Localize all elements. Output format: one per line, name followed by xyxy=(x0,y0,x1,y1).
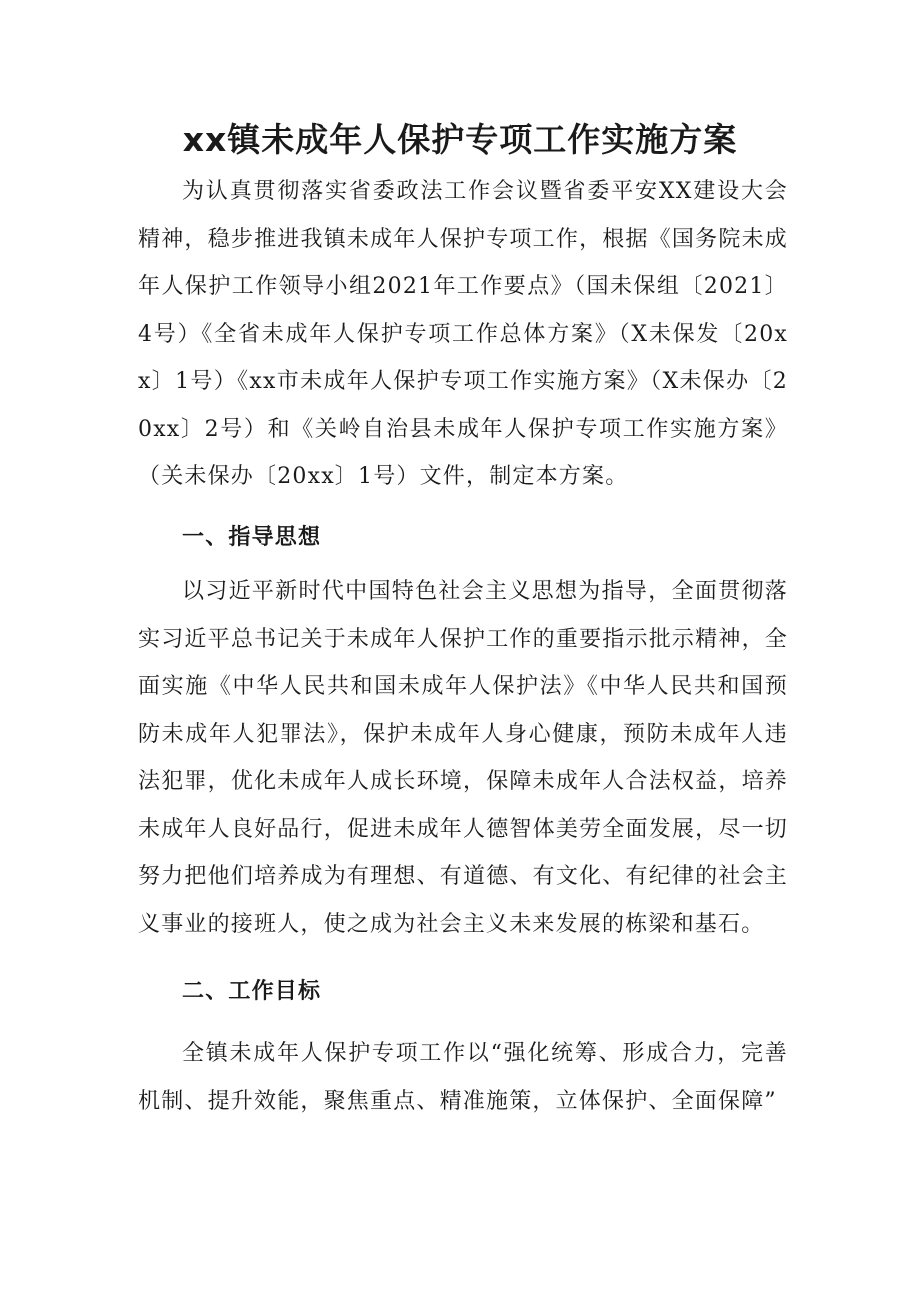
section-heading-work-goals: 二、工作目标 xyxy=(182,978,322,1004)
intro-paragraph: 为认真贯彻落实省委政法工作会议暨省委平安XX建设大会精神，稳步推进我镇未成年人保护专项工作，根据《国务院未成年人保护工作领导小组2021年工作要点》（国未保组〔2021〕4号）《全省未成年人保护专项工作总体方案》（X未保发〔20xx〕1号）《xx市未成年人保护专项工作实施方案》（X未保办〔20xx〕2号）和《关岭自治县未成年人保护专项工作实施方案》（关未保办〔20xx〕1号）文件，制定本方案。 xyxy=(138,179,788,489)
work-goals-paragraph: 全镇未成年人保护专项工作以“强化统筹、形成合力，完善机制、提升效能，聚焦重点、精准施策，立体保护、全面保障” xyxy=(138,1041,788,1114)
section-heading-guiding-ideology: 一、指导思想 xyxy=(182,524,322,550)
document-title: xx镇未成年人保护专项工作实施方案 xyxy=(182,120,738,159)
guiding-ideology-paragraph: 以习近平新时代中国特色社会主义思想为指导，全面贯彻落实习近平总书记关于未成年人保护工作的重要指示批示精神，全面实施《中华人民共和国未成年人保护法》《中华人民共和国预防未成年人犯罪法》，保护未成年人身心健康，预防未成年人违法犯罪，优化未成年人成长环境，保障未成年人合法权益，培养未成年人良好品行，促进未成年人德智体美劳全面发展，尽一切努力把他们培养成为有理想、有道德、有文化、有纪律的社会主义事业的接班人，使之成为社会主义未来发展的栋梁和基石。 xyxy=(138,579,788,937)
